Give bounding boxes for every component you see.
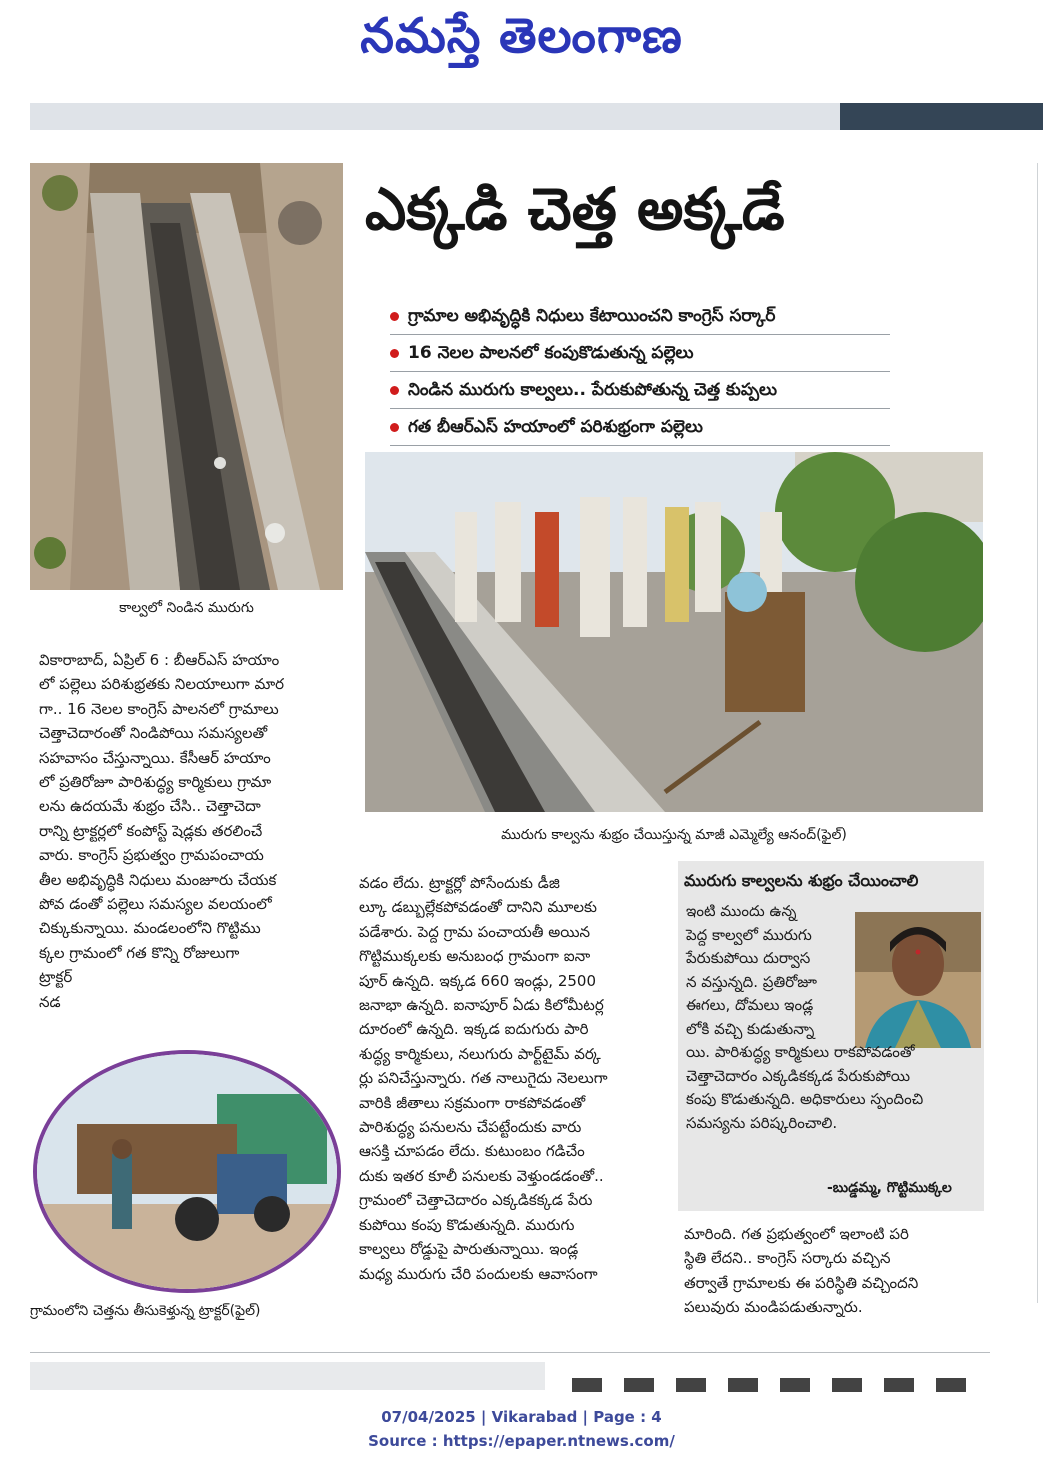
article-line: మధ్య మురుగు చేరి పందులకు ఆవాసంగా (359, 1264, 598, 1283)
article-column-2 (359, 871, 669, 1286)
article-line: వడం లేదు. ట్రాక్టర్లో పోసేందుకు డీజి (359, 874, 560, 892)
drain-photo-caption: కాల్వలో నిండిన మురుగు (119, 600, 254, 616)
quote-box-text (686, 900, 923, 1135)
article-column-1 (39, 648, 339, 1014)
article-line: జనాభా ఉన్నది. ఐనాపూర్ ఏడు కిలోమీటర్ల (359, 996, 604, 1015)
article-line: ల్కూ డబ్బుల్లేకపోవడంతో దానిని మూలకు (359, 898, 598, 917)
article-line: నడ (39, 992, 61, 1011)
quote-line: యి. పారిశుద్ధ్య కార్మికులు రాకపోవడంతో (686, 1043, 915, 1061)
bullet-dot-icon (390, 423, 399, 432)
quote-line: లోకి వచ్చి కుడుతున్నా (686, 1019, 815, 1038)
article-line: పడేశారు. పెద్ద గ్రామ పంచాయతీ అయిన (359, 922, 591, 941)
quote-line: చెత్తాచెదారం ఎక్కడికక్కడ పేరుకుపోయి (686, 1066, 911, 1085)
article-column-3 (684, 1222, 984, 1320)
article-line: వికారాబాద్, ఏప్రిల్ 6 : బీఆర్ఎస్ హయాం (39, 651, 280, 669)
next-article-headline-fragment (572, 1378, 972, 1392)
bullet-list (390, 298, 890, 446)
article-line: గొట్టిముక్కలకు అనుబంధ గ్రామంగా ఐనా (359, 947, 591, 966)
column-divider (1037, 163, 1038, 1303)
article-line: సహవాసం చేస్తున్నాయి. కేసీఆర్ హయాం (39, 748, 271, 767)
quote-line: ఈగలు, దోమలు ఇండ్ల (686, 996, 814, 1014)
article-line: క్కల గ్రామంలో గత కొన్ని రోజులుగా (39, 943, 240, 962)
bullet-dot-icon (390, 312, 399, 321)
article-line: లో ప్రతిరోజూ పారిశుద్ధ్య కార్మికులు గ్రామా (39, 773, 272, 792)
masthead-rule-dark (840, 103, 1043, 130)
bullet-item: గ్రామాల అభివృద్ధికి నిధులు కేటాయించని కాంగ్రెస్ సర్కార్ (390, 298, 890, 335)
tractor-photo-caption: గ్రామంలోని చెత్తను తీసుకెళ్తున్న ట్రాక్టర్(ఫైల్) (30, 1303, 261, 1319)
article-line: తర్వాతే గ్రామాలకు ఈ పరిస్థితి వచ్చిందని (684, 1273, 919, 1292)
article-line: వారికి జీతాలు సక్రమంగా రాకపోవడంతో (359, 1093, 586, 1112)
masthead-rule (30, 103, 840, 130)
footer-date-edition: 07/04/2025 | Vikarabad | Page : 4 (381, 1408, 662, 1426)
bullet-dot-icon (390, 386, 399, 395)
quote-line: ఇంటి ముందు ఉన్న (686, 902, 797, 920)
article-line: తీల అభివృద్ధికి నిధులు మంజూరు చేయక (39, 870, 277, 889)
article-line: చిక్కుకున్నాయి. మండలంలోని గొట్టిము (39, 919, 261, 938)
article-line: చెత్తాచెదారంతో నిండిపోయి సమస్యలతో (39, 724, 268, 743)
drain-photo (30, 163, 343, 590)
article-line: పోవ డంతో పల్లెలు సమస్యల వలయంలో (39, 895, 272, 914)
article-line: రాన్ని ట్రాక్టర్లలో కంపోస్ట్ షెడ్లకు తరలించే (39, 821, 263, 840)
article-line: గా.. 16 నెలల కాంగ్రెస్ పాలనలో గ్రామాలు (39, 699, 279, 718)
article-line: దుకు ఇతర కూలీ పనులకు వెళ్తుండడంతో.. (359, 1166, 604, 1185)
bullet-item: నిండిన మురుగు కాల్వలు.. పేరుకుపోతున్న చెత్త కుప్పలు (390, 372, 890, 409)
article-line: ర్లు పనిచేస్తున్నారు. గత నాలుగైదు నెలలుగా (359, 1069, 608, 1088)
article-line: కుపోయి కంపు కొడుతున్నది. మురుగు (359, 1215, 575, 1234)
quote-line: పేరుకుపోయి దుర్వాస (686, 949, 811, 967)
article-line: ఆసక్తి చూపడం లేదు. కుటుంబం గడిచేం (359, 1142, 585, 1161)
bullet-item: గత బీఆర్ఎస్ హయాంలో పరిశుభ్రంగా పల్లెలు (390, 409, 890, 446)
article-line: గ్రామంలో చెత్తాచెదారం ఎక్కడికక్కడ పేరు (359, 1191, 593, 1210)
article-line: లో పల్లెలు పరిశుభ్రతకు నిలయాలుగా మార (39, 675, 285, 694)
article-line: స్థితి లేదని.. కాంగ్రెస్ సర్కారు వచ్చిన (684, 1249, 891, 1268)
quote-line: పెద్ద కాల్వలో మురుగు (686, 925, 812, 944)
quote-line: సమస్యను పరిష్కరించాలి. (686, 1113, 838, 1132)
main-photo-caption: మురుగు కాల్వను శుభ్రం చేయిస్తున్న మాజీ ఎమ్మెల్యే ఆనంద్(ఫైల్) (501, 827, 847, 843)
article-line: మారింది. గత ప్రభుత్వంలో ఇలాంటి పరి (684, 1225, 909, 1243)
article-line: దూరంలో ఉన్నది. ఇక్కడ ఐదుగురు పారి (359, 1020, 589, 1039)
headline: ఎక్కడి చెత్త అక్కడే (365, 175, 785, 243)
quote-signature: -బుడ్డమ్మ, గొట్టిముక్కల (827, 1180, 952, 1196)
article-line: పలువురు మండిపడుతున్నారు. (684, 1298, 863, 1317)
article-line: లను ఉదయమే శుభ్రం చేసి.. చెత్తాచెదా (39, 797, 261, 816)
bullet-dot-icon (390, 349, 399, 358)
main-photo (365, 452, 983, 812)
article-line: శుద్ధ్య కార్మికులు, నలుగురు పార్ట్‌టైమ్ వర్క (359, 1044, 601, 1063)
article-line: పూర్ ఉన్నది. ఇక్కడ 660 ఇండ్లు, 2500 (359, 971, 596, 990)
next-article-banner (30, 1362, 545, 1390)
quote-line: న వస్తున్నది. ప్రతిరోజూ (686, 972, 817, 991)
quote-line: కంపు కొడుతున్నది. అధికారులు స్పందించి (686, 1090, 924, 1108)
article-line: ట్రాక్టర్ (39, 968, 73, 987)
page-rule (30, 1352, 990, 1353)
tractor-photo (33, 1050, 341, 1293)
article-line: పారిశుద్ధ్య పనులను చేపట్టేందుకు వారు (359, 1118, 582, 1137)
article-line: వారు. కాంగ్రెస్ ప్రభుత్వం గ్రామపంచాయ (39, 846, 264, 865)
footer-source: Source : https://epaper.ntnews.com/ (368, 1432, 675, 1450)
bullet-item: 16 నెలల పాలనలో కంపుకొడుతున్న పల్లెలు (390, 335, 890, 372)
quote-box-title: మురుగు కాల్వలను శుభ్రం చేయించాలి (684, 871, 919, 890)
masthead-title: నమస్తే తెలంగాణ (360, 8, 683, 64)
article-line: కాల్వలు రోడ్డుపై పారుతున్నాయి. ఇండ్ల (359, 1240, 579, 1259)
